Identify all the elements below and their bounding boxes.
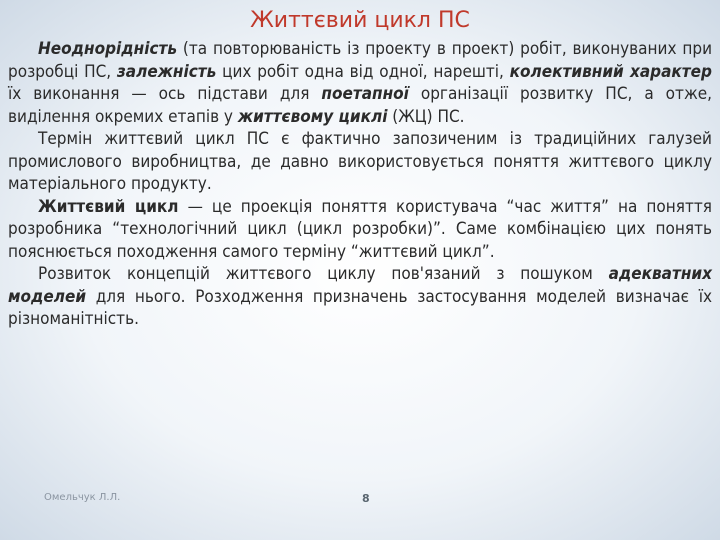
term-staged: поетапної: [321, 84, 409, 104]
p4-text-2: для нього. Розходження призначень застосування моделей визначає їх різноманітність.: [8, 286, 712, 329]
p1-text-1: (та повторюваність із проекту в проект) робіт, виконуваних при розробці ПС,: [8, 39, 712, 82]
term-adequate-models: адекватних моделей: [8, 264, 712, 307]
paragraph-2: Термін життєвий цикл ПС є фактично запозиченим із традиційних галузей промислового виробництва, де давно використовується поняття життєвого циклу матеріального продукту.: [8, 129, 712, 194]
p1-text-4: організації розвитку ПС, а отже, виділення окремих етапів у: [8, 84, 712, 127]
p3-text: — це проекція поняття користувача “час життя” на поняття розробника “технологічний цикл (цикл розробки)”. Саме комбінацією цих понять пояснюється походження самого терміну “життєвий цикл”.: [8, 196, 712, 262]
term-collective-nature: колективний характер: [509, 61, 712, 82]
term-life-cycle: життєвому циклі: [237, 106, 388, 127]
term-life-cycle-definition: Життєвий цикл: [38, 196, 179, 217]
term-dependency: залежність: [116, 61, 217, 82]
slide-title: Життєвий цикл ПС: [250, 8, 470, 33]
paragraph-3: [8, 196, 712, 264]
page-number: 8: [362, 492, 370, 505]
p1-text-2: цих робіт одна від одної, нарешті,: [216, 61, 510, 82]
paragraph-1: [8, 38, 712, 128]
p4-text-1: Розвиток концепцій життєвого циклу пов'язаний з пошуком: [38, 264, 609, 284]
paragraph-4: [8, 263, 712, 331]
slide-body: [8, 38, 712, 331]
term-heterogeneity: Неоднорідність: [38, 39, 178, 59]
p1-text-5: (ЖЦ) ПС.: [387, 106, 465, 127]
p1-text-3: їх виконання — ось підстави для: [8, 84, 322, 104]
footer-author: Омельчук Л.Л.: [44, 492, 121, 503]
